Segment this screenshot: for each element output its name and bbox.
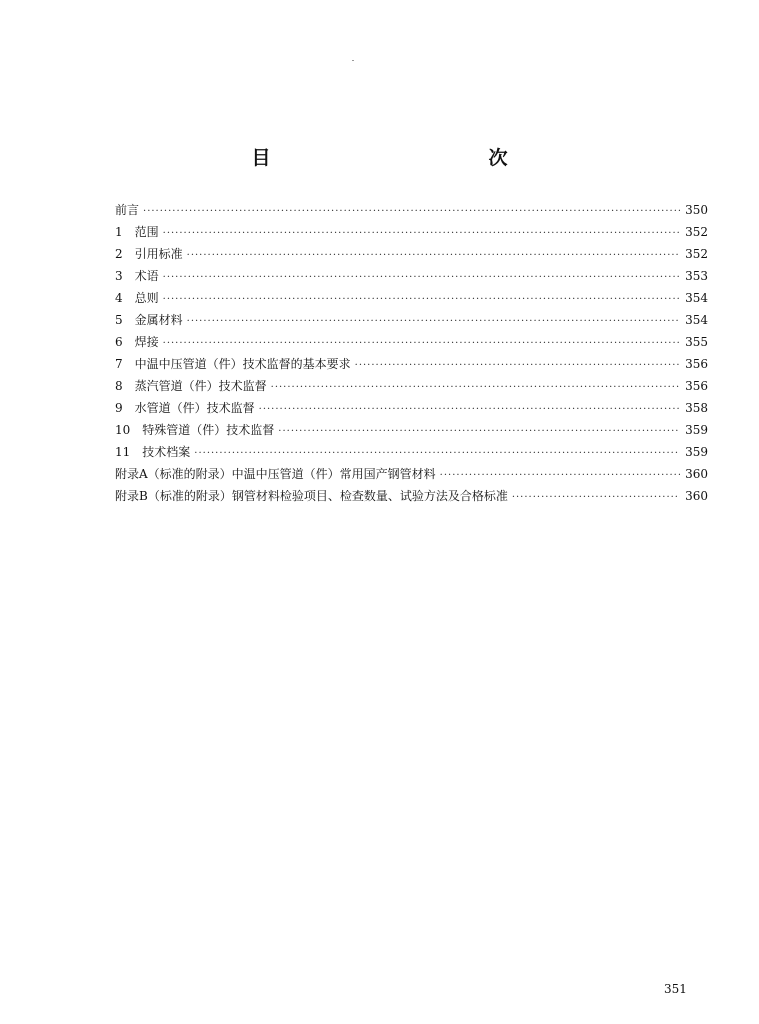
toc-entry[interactable] bbox=[115, 463, 708, 485]
toc-leader-dots bbox=[440, 465, 680, 487]
toc-entry-label: 4 总则 bbox=[115, 291, 159, 305]
toc-entry-page: 352 bbox=[685, 247, 708, 261]
toc-leader-dots bbox=[278, 421, 680, 443]
toc-leader-dots bbox=[259, 399, 680, 421]
toc-entry-label: 前言 bbox=[115, 203, 140, 217]
toc-entry-label: 3 术语 bbox=[115, 269, 159, 283]
toc-leader-dots bbox=[194, 443, 680, 465]
toc-entry-label: 9 水管道（件）技术监督 bbox=[115, 401, 255, 415]
page-number: 351 bbox=[664, 982, 687, 996]
toc-leader-dots bbox=[143, 201, 680, 223]
toc-entry[interactable] bbox=[115, 331, 708, 353]
toc-entry-page: 358 bbox=[685, 401, 708, 415]
toc-entry[interactable] bbox=[115, 199, 708, 221]
toc-entry-label: 8 蒸汽管道（件）技术监督 bbox=[115, 379, 267, 393]
toc-entry-page: 360 bbox=[685, 467, 708, 481]
toc-entry-page: 356 bbox=[685, 379, 708, 393]
toc-leader-dots bbox=[163, 289, 680, 311]
toc-entry-label: 10 特殊管道（件）技术监督 bbox=[115, 423, 275, 437]
toc-entry-page: 356 bbox=[685, 357, 708, 371]
toc-entry-page: 359 bbox=[685, 445, 708, 459]
toc-entry-label: 5 金属材料 bbox=[115, 313, 183, 327]
toc-entry-page: 355 bbox=[685, 335, 708, 349]
toc-entry[interactable] bbox=[115, 441, 708, 463]
table-of-contents bbox=[115, 199, 708, 507]
toc-entry-label: 1 范围 bbox=[115, 225, 159, 239]
toc-leader-dots bbox=[271, 377, 680, 399]
toc-entry-label: 11 技术档案 bbox=[115, 445, 191, 459]
toc-entry-page: 350 bbox=[685, 203, 708, 217]
toc-entry[interactable] bbox=[115, 287, 708, 309]
toc-leader-dots bbox=[163, 223, 680, 245]
toc-entry[interactable] bbox=[115, 221, 708, 243]
toc-entry[interactable] bbox=[115, 397, 708, 419]
toc-entry-label: 2 引用标准 bbox=[115, 247, 183, 261]
toc-entry[interactable] bbox=[115, 353, 708, 375]
toc-leader-dots bbox=[163, 333, 680, 355]
toc-entry-page: 353 bbox=[685, 269, 708, 283]
toc-entry[interactable] bbox=[115, 375, 708, 397]
toc-leader-dots bbox=[355, 355, 680, 377]
toc-entry-label: 附录B（标准的附录）钢管材料检验项目、检查数量、试验方法及合格标准 bbox=[115, 489, 508, 503]
toc-entry[interactable] bbox=[115, 419, 708, 441]
toc-entry-label: 附录A（标准的附录）中温中压管道（件）常用国产钢管材料 bbox=[115, 467, 436, 481]
toc-entry-page: 354 bbox=[685, 313, 708, 327]
scan-mark bbox=[352, 60, 354, 61]
toc-entry-page: 360 bbox=[685, 489, 708, 503]
toc-leader-dots bbox=[187, 311, 680, 333]
toc-leader-dots bbox=[512, 487, 680, 509]
toc-entry[interactable] bbox=[115, 309, 708, 331]
page-title: 目 次 bbox=[251, 147, 568, 169]
toc-entry[interactable] bbox=[115, 485, 708, 507]
toc-entry-page: 359 bbox=[685, 423, 708, 437]
toc-entry-page: 352 bbox=[685, 225, 708, 239]
toc-entry-page: 354 bbox=[685, 291, 708, 305]
toc-entry[interactable] bbox=[115, 265, 708, 287]
toc-entry-label: 6 焊接 bbox=[115, 335, 159, 349]
toc-entry-label: 7 中温中压管道（件）技术监督的基本要求 bbox=[115, 357, 351, 371]
toc-leader-dots bbox=[187, 245, 680, 267]
toc-entry[interactable] bbox=[115, 243, 708, 265]
toc-leader-dots bbox=[163, 267, 680, 289]
